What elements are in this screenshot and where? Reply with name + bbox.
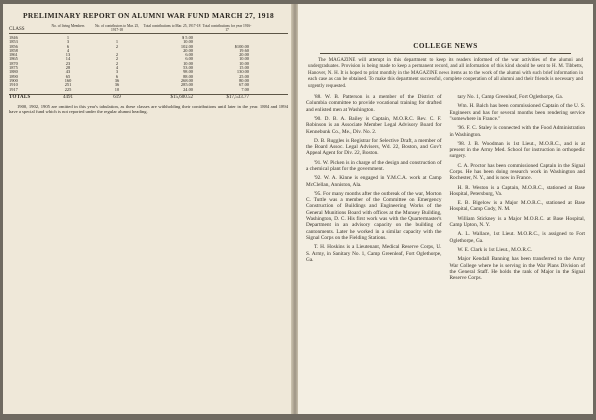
prior-contributions-cell: 80.00 <box>239 78 249 83</box>
class-cell: 1861 <box>9 53 18 58</box>
news-item: '95. For many months after the outbreak of the war, Morton C. Tuttle was a member of the Committee on Emergency Construction of Buildings and Engineering Works of the General Munitions Board with offices at the Munsey Building, Washington, D. C. His first work was with the Quartermaster's Department in an advisory capacity on the building of cantonments. Later he worked in a similar capacity with the Signal Corps on the Fielding Stations. <box>306 190 442 241</box>
prior-contributions-header: Total contributions for year 1916-17 <box>202 24 252 32</box>
totals-prior-contributions: $17,533.77 <box>226 94 249 100</box>
totals-living: 4491 <box>63 94 73 100</box>
report-title: PRELIMINARY REPORT ON ALUMNI WAR FUND MARCH 27, 1918 <box>22 11 275 20</box>
section-rule <box>320 53 571 54</box>
table-header <box>9 24 288 32</box>
contributors-cell: 10 <box>114 87 120 92</box>
contributors-cell: 36 <box>114 83 120 88</box>
living-cell: 28 <box>65 66 71 71</box>
contributions-cell: 10.00 <box>183 61 193 66</box>
news-item: '88. W. B. Patterson is a member of the District of Columbia committee to provide vocational training for drafted and enlisted men at Washington. <box>306 94 442 113</box>
news-columns <box>306 94 585 284</box>
contributors-cell: 2 <box>115 57 119 62</box>
news-item: '91. W. Picken is in charge of the design and construction of a chemical plant for the government. <box>306 159 442 172</box>
prior-contributions-cell: 20.00 <box>239 53 249 58</box>
header-rule <box>9 33 288 34</box>
section-title: COLLEGE NEWS <box>413 42 478 50</box>
news-item: C. A. Proctor has been commissioned Captain in the Signal Corps. He has been doing research work in Washington and Rochester, N. Y., and is now in France. <box>449 162 585 182</box>
news-item: Major Kendall Banning has been transferred to the Army War College where he is serving in the War Plans Division of the General Staff. He holds the rank of Major in the Signal Reserve Corps. <box>449 256 585 282</box>
prior-contributions-cell: $100.00 <box>234 44 249 49</box>
contributions-cell: 102.00 <box>180 44 193 49</box>
contributions-cell: 20.00 <box>183 48 193 53</box>
news-item: E. B. Bigelow is a Major M.O.R.C., stationed at Base Hospital, Camp Cody, N. M. <box>449 200 585 213</box>
prior-contributions-cell: 19.60 <box>239 48 249 53</box>
living-header: No. of living Members <box>51 24 85 28</box>
prior-contributions-cell: 7.00 <box>241 87 249 92</box>
living-cell: 65 <box>65 74 71 79</box>
living-cell: 23 <box>65 61 71 66</box>
news-item: '96. F. C. Staley is connected with the Food Administration in Washington. <box>449 125 585 138</box>
contributors-cell: 2 <box>115 44 119 49</box>
class-cell: 1880 <box>9 70 18 75</box>
news-item: H. R. Weston is a Captain, M.O.R.C., stationed at Base Hospital, Petersburg, Va. <box>449 184 585 197</box>
prior-contributions-cell: 10.00 <box>239 57 249 62</box>
table-row <box>9 88 288 92</box>
totals-label: TOTALS <box>9 94 31 100</box>
contributions-cell: 98.00 <box>183 70 193 75</box>
prior-contributions-cell: 10.00 <box>239 61 249 66</box>
prior-contributions-cell: 67.00 <box>239 83 249 88</box>
class-cell: 1865 <box>9 57 18 62</box>
living-cell: 251 <box>64 83 72 88</box>
news-column-left <box>306 94 442 284</box>
class-cell: 1853 <box>9 40 18 45</box>
class-cell: 1846 <box>9 36 18 40</box>
totals-row <box>9 94 288 101</box>
class-cell: 1875 <box>9 66 18 71</box>
contributions-cell: 268.00 <box>180 78 193 83</box>
prior-contributions-cell: 25.00 <box>239 74 249 79</box>
class-header: CLASS <box>9 27 25 32</box>
class-cell: 1917 <box>9 87 18 92</box>
news-item: '98. J. B. Woodman is 1st Lieut., M.O.R.C., and is at present in the Army Med. School for instruction in orthopedic surgery. <box>449 140 585 160</box>
news-item: '90. D. B. A. Bailey is Captain, M.O.R.C. Rev. C. F. Robinson is an Associate Member Legal Advisory Board for Kennebunk Co., Me., Div. No. 2. <box>306 115 442 135</box>
class-cell: 1858 <box>9 48 18 53</box>
living-cell: 4 <box>66 48 70 53</box>
fund-table <box>9 36 288 92</box>
contributions-cell: $ 5.00 <box>182 36 193 40</box>
contributors-cell: 4 <box>115 66 119 71</box>
totals-contributions: $15,600.52 <box>170 94 193 100</box>
contributors-cell: 3 <box>115 70 119 75</box>
contributions-cell: 6.00 <box>185 53 193 58</box>
contributors-cell: 2 <box>115 53 119 58</box>
contributions-cell: 88.00 <box>183 74 193 79</box>
right-page <box>298 4 593 414</box>
living-cell: 225 <box>64 87 72 92</box>
living-cell: 6 <box>66 44 70 49</box>
news-item: D. B. Ruggles is Registrar for Selective Draft, a member of the Board Assoc. Legal Advisers, Wd. 22, Boston, and Gov't Appeal Agent for Div. 22, Boston. <box>306 137 442 157</box>
class-cell: 1890 <box>9 74 18 79</box>
contributions-cell: 6.00 <box>185 57 193 62</box>
living-cell: 1 <box>66 36 70 40</box>
contributors-cell: 2 <box>115 61 119 66</box>
prior-contributions-cell: 15.00 <box>239 66 249 71</box>
table-footnote: 1900, 1902, 1905 are omitted in this year's tabulation, as these classes are withholding their contributions until later in the year. 1884 and 1894 have a special fund which is not reported under the regular alumni heading. <box>9 103 288 115</box>
contributions-cell: 285.00 <box>180 83 193 88</box>
living-cell: 14 <box>65 57 71 62</box>
news-item: '92. W. A. Kinne is engaged in Y.M.C.A. work at Camp McClellan, Anniston, Ala. <box>306 175 442 188</box>
left-page <box>3 4 294 414</box>
prior-contributions-cell: 130.00 <box>236 70 249 75</box>
news-column-right <box>450 94 586 284</box>
contributions-cell: 10.00 <box>183 40 193 45</box>
section-intro: The MAGAZINE will attempt in this department to keep its readers informed of the war activities of the alumni and undergraduates. Provision is being made to keep a permanent record, and all information of this kind should be sent to H. M. Tibbetts, Hanover, N. H. It is hoped to print monthly in the MAGAZINE news items as to the work of the alumni with such brief information in each case as can be obtained. To make this department successful, complete cooperation of all alumni and their friends is necessary and urgently requested. <box>308 58 583 89</box>
totals-contributors: 619 <box>113 94 121 100</box>
living-cell: 160 <box>64 78 72 83</box>
contributions-cell: 53.00 <box>183 66 193 71</box>
news-item: A. L. Wallace, 1st Lieut. M.O.R.C., is assigned to Fort Oglethorpe, Ga. <box>449 231 585 244</box>
class-cell: 1870 <box>9 61 18 66</box>
contributors-cell: 36 <box>114 78 120 83</box>
class-cell: 1900 <box>9 78 18 83</box>
class-cell: 1856 <box>9 44 18 49</box>
living-cell: 3 <box>66 40 70 45</box>
class-cell: 1910 <box>9 83 18 88</box>
living-cell: 13 <box>65 53 71 58</box>
news-item: tary No. 1, Camp Greenleaf, Fort Oglethorpe, Ga. <box>457 94 564 101</box>
news-item: William Stickney is a Major M.O.R.C. at Base Hospital, Camp Upton, N. Y. <box>449 215 585 229</box>
contributors-header: No. of contributors to Mar. 25, 1917-18 <box>94 24 140 32</box>
contributions-header: Total contributions to Mar. 25, 1917-18 <box>143 24 201 28</box>
contributors-cell: 1 <box>115 40 119 45</box>
news-item: W. E. Clark is 1st Lieut., M.O.R.C. <box>457 246 533 253</box>
contributions-cell: 24.00 <box>183 87 193 92</box>
living-cell: 43 <box>65 70 71 75</box>
contributors-cell: 6 <box>115 74 119 79</box>
news-item: T. H. Hoskins is a Lieutenant, Medical Reserve Corps, U. S. Army, in Sanitary No. 1, Camp Greenleaf, Fort Oglethorpe, Ga. <box>306 244 442 263</box>
news-item: Wm. H. Balch has been commissioned Captain of the U. S. Engineers and has for several months been rendering service "somewhere in France." <box>449 103 585 122</box>
